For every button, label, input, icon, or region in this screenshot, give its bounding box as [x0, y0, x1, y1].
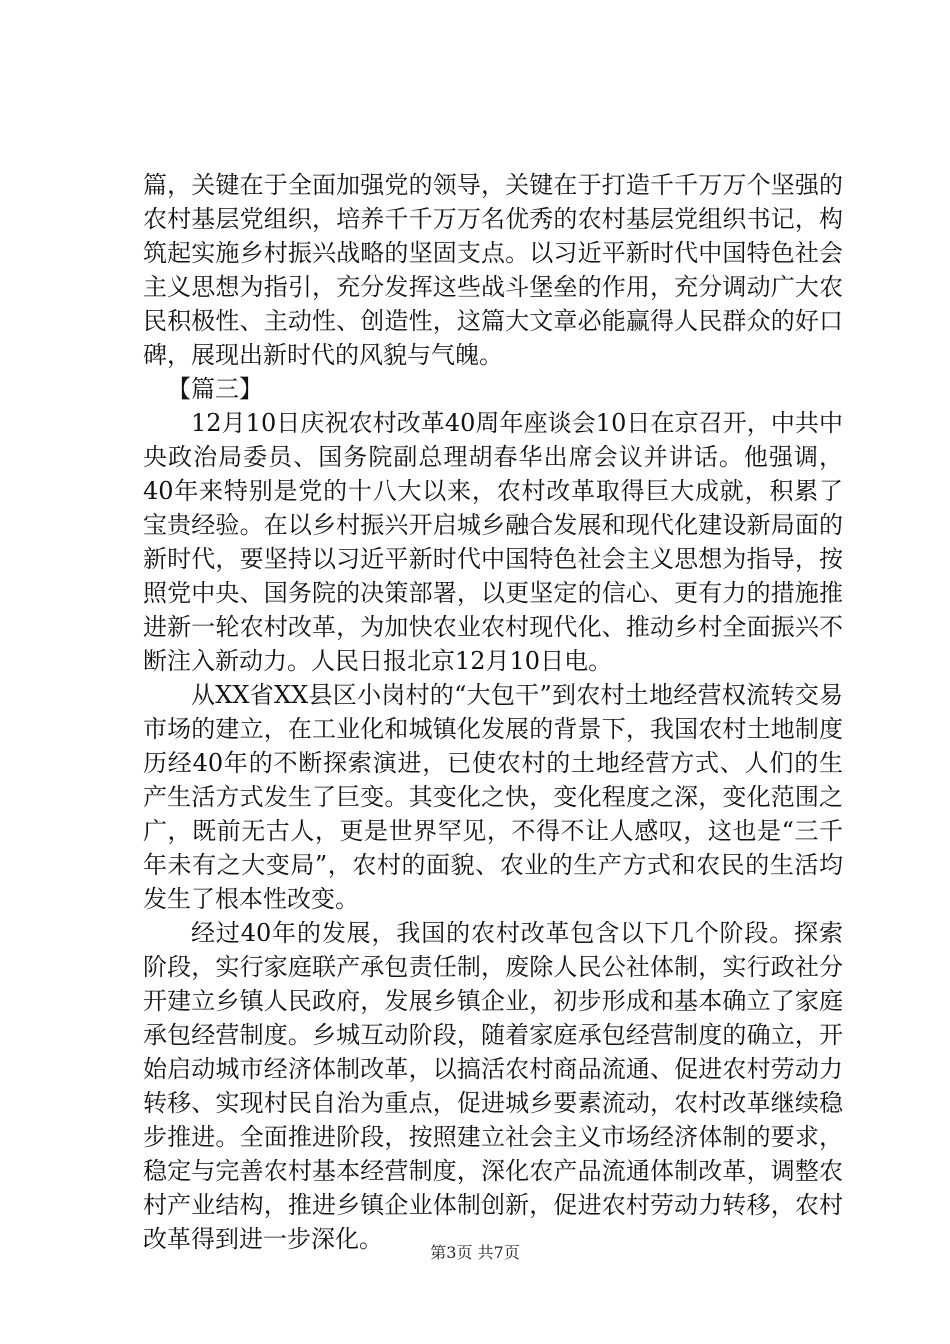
paragraph-land-reform: 从XX省XX县区小岗村的“大包干”到农村土地经营权流转交易市场的建立，在工业化和城镇化发展的背景下，我国农村土地制度历经40年的不断探索演进，已使农村的土地经营方式、人们的生产生活方式发生了巨变。其变化之快，变化程度之深，变化范围之广，既前无古人，更是世界罕见，不得不让人感叹，这也是“三千年未有之大变局”，农村的面貌、农业的生产方式和农民的生活均发生了根本性改变。 [143, 681, 843, 913]
document-body [143, 168, 843, 1256]
section-heading: 【篇三】 [167, 375, 263, 403]
page-footer: 第3页 共7页 [430, 1243, 520, 1262]
paragraph-stages: 经过40年的发展，我国的农村改革包含以下几个阶段。探索阶段，实行家庭联产承包责任制，废除人民公社体制，实行政社分开建立乡镇人民政府，发展乡镇企业，初步形成和基本确立了家庭承包经营制度。乡城互动阶段，随着家庭承包经营制度的确立，开始启动城市经济体制改革，以搞活农村商品流通、促进农村劳动力转移、实现村民自治为重点，促进城乡要素流动，农村改革继续稳步推进。全面推进阶段，按照建立社会主义市场经济体制的要求，稳定与完善农村基本经营制度，深化农产品流通体制改革，调整农村产业结构，推进乡镇企业体制创新，促进农村劳动力转移，农村改革得到进一步深化。 [143, 919, 843, 1253]
paragraph-news: 12月10日庆祝农村改革40周年座谈会10日在京召开，中共中央政治局委员、国务院副总理胡春华出席会议并讲话。他强调，40年来特别是党的十八大以来，农村改革取得巨大成就，积累了宝贵经验。在以乡村振兴开启城乡融合发展和现代化建设新局面的新时代，要坚持以习近平新时代中国特色社会主义思想为指导，按照党中央、国务院的决策部署，以更坚定的信心、更有力的措施推进新一轮农村改革，为加快农业农村现代化、推动乡村全面振兴不断注入新动力。人民日报北京12月10日电。 [143, 409, 843, 675]
paragraph-continuation: 篇，关键在于全面加强党的领导，关键在于打造千千万万个坚强的农村基层党组织，培养千千万万名优秀的农村基层党组织书记，构筑起实施乡村振兴战略的坚固支点。以习近平新时代中国特色社会主义思想为指引，充分发挥这些战斗堡垒的作用，充分调动广大农民积极性、主动性、创造性，这篇大文章必能赢得人民群众的好口碑，展现出新时代的风貌与气魄。 [143, 171, 843, 369]
